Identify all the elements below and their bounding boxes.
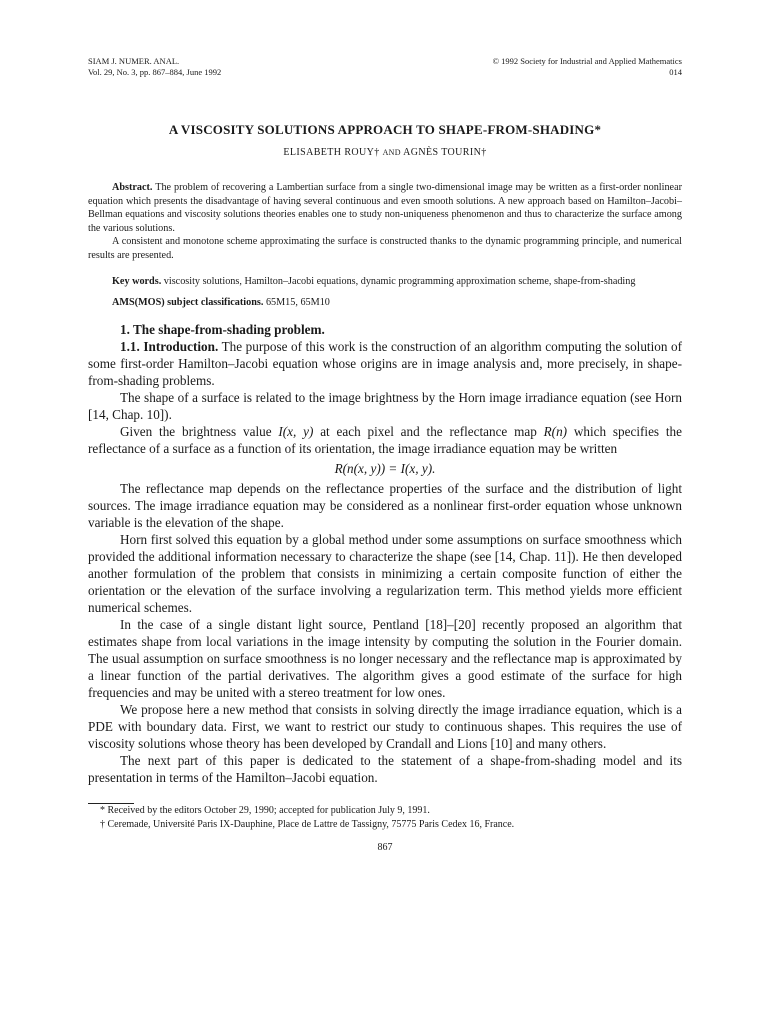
abstract-text-1: The problem of recovering a Lambertian surface from a single two-dimensional image may be written as a first-order nonlinear equation which presents the disadvantage of having several continuous and even smooth solutions. A new approach based on Hamilton–Jacobi–Bellman equations and viscosity solutions theories enables one to study non-uniqueness phenomenon and thus to characterize the surface among the various solutions. bbox=[88, 182, 682, 234]
section-1 bbox=[88, 321, 682, 786]
keywords-text: viscosity solutions, Hamilton–Jacobi equations, dynamic programming approximation scheme, shape-from-shading bbox=[161, 276, 636, 287]
keywords-label: Key words. bbox=[112, 276, 162, 287]
body-paragraph-3 bbox=[88, 423, 682, 457]
volume-info: Vol. 29, No. 3, pp. 867–884, June 1992 bbox=[88, 67, 222, 77]
subsection-label: 1.1. Introduction. bbox=[120, 338, 219, 354]
math-R: R(n) bbox=[543, 423, 568, 439]
copyright-info bbox=[493, 56, 682, 78]
body-text-3a: Given the brightness value bbox=[120, 423, 279, 439]
abstract bbox=[88, 181, 682, 262]
keywords-paragraph bbox=[88, 275, 682, 289]
author-line bbox=[88, 147, 682, 158]
ams-codes: 65M15, 65M10 bbox=[263, 296, 330, 308]
abstract-paragraph-2: A consistent and monotone scheme approximating the surface is constructed thanks to the dynamic programming principle, and numerical results are presented. bbox=[88, 236, 682, 261]
page-number: 867 bbox=[377, 841, 393, 853]
ams-label: AMS(MOS) subject classifications. bbox=[112, 296, 264, 308]
abstract-paragraph-1 bbox=[88, 181, 682, 235]
keywords bbox=[88, 275, 682, 289]
body-paragraph-7: We propose here a new method that consists in solving directly the image irradiance equation, which is a PDE with boundary data. First, we want to restrict our study to continuous shapes. This requires the use of viscosity solutions whose theory has been developed by Crandall and Lions [10] and many others. bbox=[88, 701, 682, 751]
body-paragraph-2: The shape of a surface is related to the image brightness by the Horn image irradiance equation (see Horn [14, Chap. 10]). bbox=[88, 389, 682, 422]
body-paragraph-1 bbox=[88, 338, 682, 389]
copyright-line: © 1992 Society for Industrial and Applied Mathematics bbox=[492, 56, 682, 66]
footnotes bbox=[88, 804, 682, 832]
journal-info bbox=[88, 56, 221, 78]
footnote-affiliation: † Ceremade, Université Paris IX-Dauphine, Place de Lattre de Tassigny, 75775 Paris Cedex 16, France. bbox=[100, 818, 515, 830]
journal-name: SIAM J. NUMER. ANAL. bbox=[88, 56, 180, 66]
author-conjunction: AND bbox=[382, 148, 401, 157]
paper-page bbox=[88, 56, 682, 853]
body-paragraph-8: The next part of this paper is dedicated to the statement of a shape-from-shading model and its presentation in terms of the Hamilton–Jacobi equation. bbox=[88, 752, 682, 785]
body-paragraph-4: The reflectance map depends on the reflectance properties of the surface and the distribution of light sources. The image irradiance equation may be considered as a nonlinear first-order equation whose unknown variable is the elevation of the shape. bbox=[88, 480, 682, 530]
section-heading: 1. The shape-from-shading problem. bbox=[120, 321, 325, 337]
irradiance-equation: R(n(x, y)) = I(x, y). bbox=[334, 460, 436, 476]
body-paragraph-5: Horn first solved this equation by a global method under some assumptions on surface smoothness which provided the additional information necessary to characterize the shape (see [14, Chap. 11]). He then developed another formulation of the problem that consists in minimizing a certain composite function of either the orientation or the elevation of the surface involving a regularization term. This method yields more efficient numerical schemes. bbox=[88, 531, 682, 615]
abstract-label: Abstract. bbox=[112, 182, 153, 193]
math-I: I(x, y) bbox=[278, 423, 314, 439]
paper-title: A VISCOSITY SOLUTIONS APPROACH TO SHAPE-FROM-SHADING* bbox=[168, 122, 602, 137]
author-rouy: ELISABETH ROUY† bbox=[283, 147, 380, 158]
body-text-3b: at each pixel and the reflectance map bbox=[313, 423, 544, 439]
body-text-1: The purpose of this work is the construction of an algorithm computing the solution of some first-order Hamilton–Jacobi equation whose origins are in image analysis and, more precisely, in shape-from-shading problems. bbox=[88, 338, 683, 388]
footnote-received: * Received by the editors October 29, 1990; accepted for publication July 9, 1991. bbox=[100, 804, 430, 816]
article-code: 014 bbox=[669, 67, 682, 77]
author-tourin: AGNÈS TOURIN† bbox=[403, 147, 487, 158]
body-text-3c: which specifies the reflectance of a surface as a function of its orientation, the image irradiance equation may be written bbox=[88, 423, 682, 456]
running-header bbox=[88, 56, 682, 78]
ams-classification bbox=[88, 297, 682, 308]
body-paragraph-6: In the case of a single distant light source, Pentland [18]–[20] recently proposed an algorithm that estimates shape from local variations in the image intensity by computing the solution in the Fourier domain. The usual assumption on surface smoothness is no longer necessary and the reflectance map is approximated by a linear function of the partial derivatives. The algorithm gives a good estimate of the surface for high frequencies and may be united with a stereo treatment for low ones. bbox=[88, 616, 682, 700]
